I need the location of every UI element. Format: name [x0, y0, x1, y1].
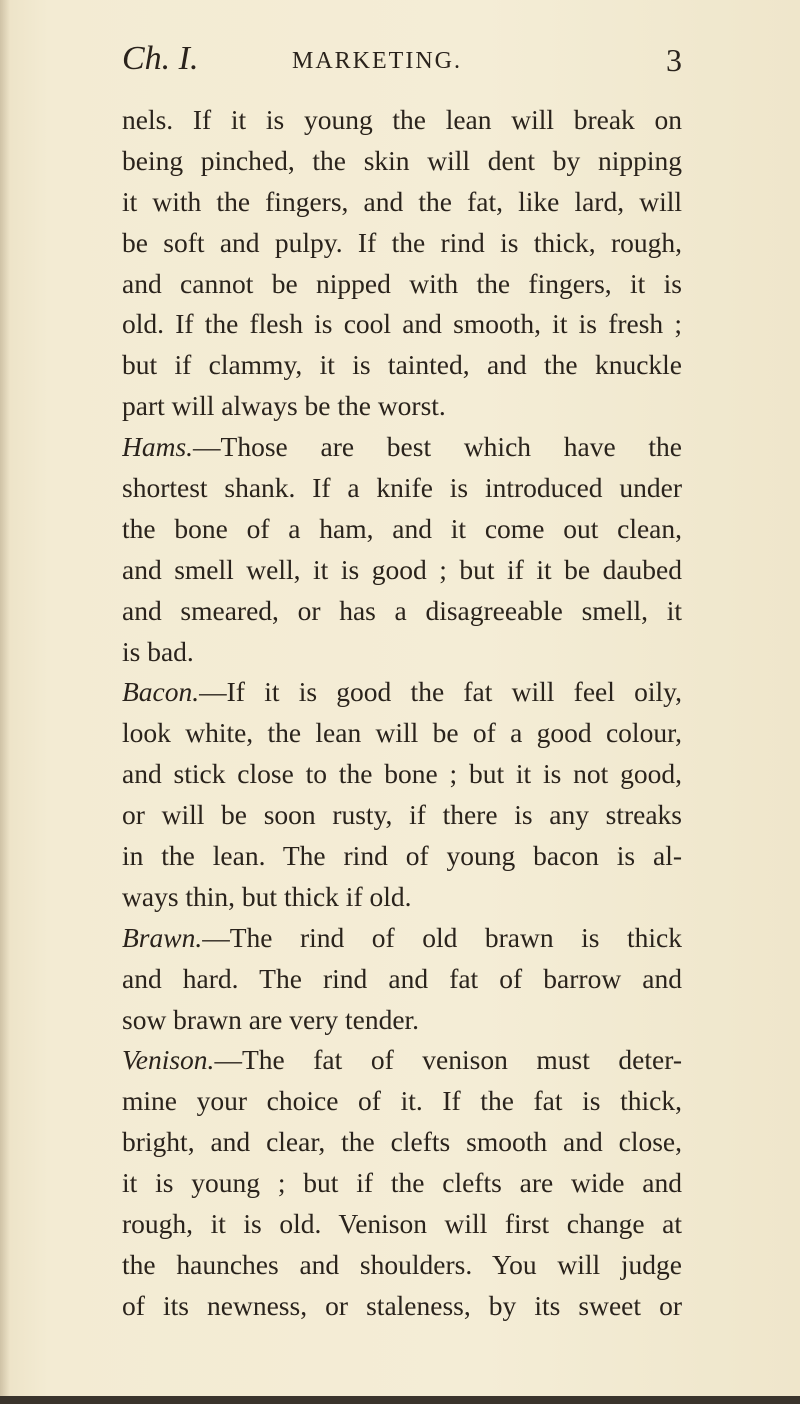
page-number: 3 — [666, 42, 682, 78]
text-line — [122, 836, 682, 877]
line-text: it with the fingers, and the fat, like lard, will — [122, 185, 682, 217]
text-line — [122, 1040, 682, 1081]
line-text: —The fat of venison must deter- — [214, 1044, 682, 1076]
text-line — [122, 1081, 682, 1122]
line-text: and cannot be nipped with the fingers, it is — [122, 267, 682, 299]
entry-heading: Venison. — [122, 1044, 215, 1076]
line-text: and hard. The rind and fat of barrow and — [122, 962, 682, 994]
text-line — [122, 386, 682, 427]
text-line — [122, 468, 682, 509]
line-text: the haunches and shoulders. You will judge — [122, 1248, 682, 1280]
gutter-shadow — [0, 0, 10, 1404]
line-text: being pinched, the skin will dent by nipping — [122, 144, 682, 176]
text-line — [122, 591, 682, 632]
text-line — [122, 304, 682, 345]
line-text: rough, it is old. Venison will first change at — [122, 1208, 682, 1240]
text-line — [122, 1000, 682, 1041]
text-line — [122, 959, 682, 1000]
line-text: mine your choice of it. If the fat is thick, — [122, 1085, 682, 1117]
line-text: ways thin, but thick if old. — [122, 880, 412, 912]
entry-heading: Brawn. — [122, 921, 203, 953]
line-text: it is young ; but if the clefts are wide and — [122, 1167, 682, 1199]
line-text: nels. If it is young the lean will break on — [122, 104, 682, 135]
body-text — [122, 100, 682, 1327]
text-line — [122, 1204, 682, 1245]
text-line — [122, 632, 682, 673]
chapter-label: Ch. I. — [122, 40, 199, 77]
text-line — [122, 795, 682, 836]
line-text: —If it is good the fat will feel oily, — [199, 676, 682, 708]
line-text: bright, and clear, the clefts smooth and close, — [122, 1126, 682, 1158]
line-text: look white, the lean will be of a good colour, — [122, 717, 682, 749]
text-line — [122, 672, 682, 713]
line-text: and smeared, or has a disagreeable smell, it — [122, 594, 682, 626]
line-text: part will always be the worst. — [122, 390, 446, 422]
line-text: shortest shank. If a knife is introduced under — [122, 472, 682, 504]
text-line — [122, 223, 682, 264]
line-text: is bad. — [122, 635, 194, 667]
line-text: sow brawn are very tender. — [122, 1003, 420, 1035]
text-line — [122, 1163, 682, 1204]
text-line — [122, 713, 682, 754]
text-line — [122, 1122, 682, 1163]
line-text: of its newness, or staleness, by its sweet or — [122, 1289, 682, 1321]
text-line — [122, 550, 682, 591]
line-text: —Those are best which have the — [193, 431, 682, 463]
line-text: —The rind of old brawn is thick — [202, 921, 682, 953]
line-text: and smell well, it is good ; but if it be daubed — [122, 553, 682, 585]
running-title: MARKETING. — [292, 48, 462, 74]
line-text: old. If the flesh is cool and smooth, it is fresh ; — [122, 308, 682, 340]
text-line — [122, 509, 682, 550]
text-line — [122, 345, 682, 386]
text-line — [122, 427, 682, 468]
text-line — [122, 100, 682, 141]
page-bottom-edge — [0, 1396, 800, 1404]
text-line — [122, 182, 682, 223]
text-line — [122, 1286, 682, 1327]
running-head — [122, 40, 682, 84]
line-text: but if clammy, it is tainted, and the knuckle — [122, 349, 682, 381]
text-line — [122, 877, 682, 918]
line-text: the bone of a ham, and it come out clean, — [122, 512, 682, 544]
text-line — [122, 754, 682, 795]
line-text: be soft and pulpy. If the rind is thick, rough, — [122, 226, 682, 258]
text-line — [122, 141, 682, 182]
entry-heading: Hams. — [122, 431, 194, 463]
text-line — [122, 1245, 682, 1286]
entry-heading: Bacon. — [122, 676, 200, 708]
line-text: or will be soon rusty, if there is any streaks — [122, 799, 682, 831]
line-text: and stick close to the bone ; but it is not good, — [122, 758, 682, 790]
line-text: in the lean. The rind of young bacon is al- — [122, 840, 682, 872]
text-line — [122, 918, 682, 959]
text-line — [122, 264, 682, 305]
